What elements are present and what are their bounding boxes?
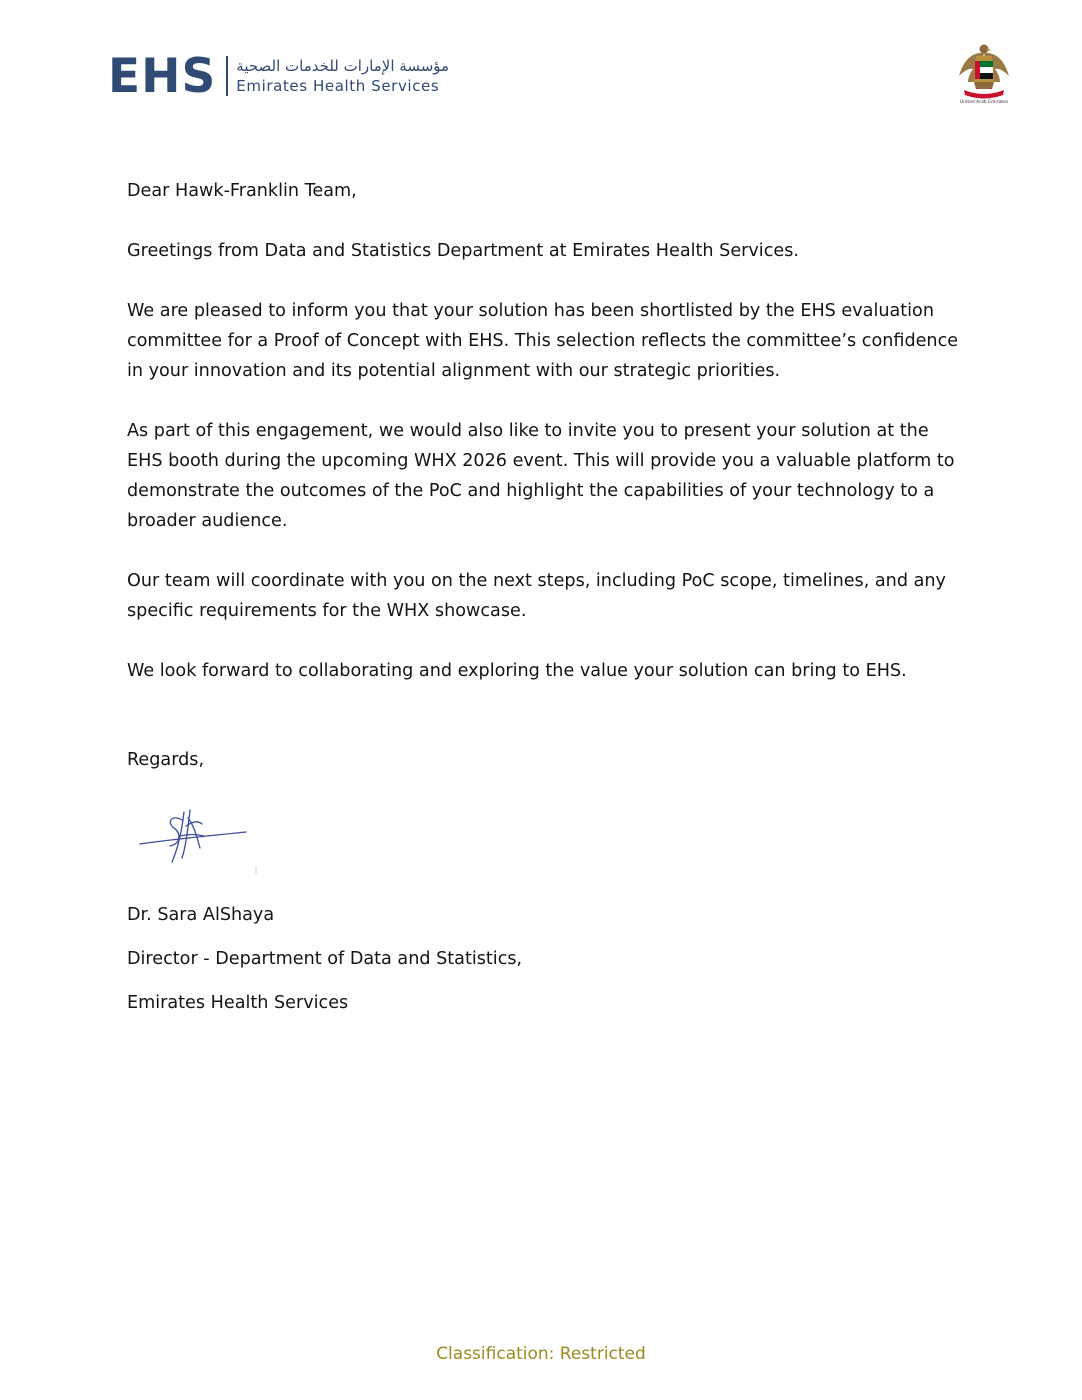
paragraph-shortlisted: We are pleased to inform you that your solution has been shortlisted by the EHS evaluation committee for a Proof of Concept with EHS. This selection reflects the committee’s confidence in your innovation and its potential alignment with our strategic priorities. xyxy=(127,301,959,381)
signatory-organization: Emirates Health Services xyxy=(127,993,349,1013)
logo-divider xyxy=(226,56,228,96)
signatory-title: Director - Department of Data and Statistics, xyxy=(127,949,523,969)
paragraph-closing-remark: We look forward to collaborating and exploring the value your solution can bring to EHS. xyxy=(127,661,907,681)
emblem-caption: United Arab Emirates xyxy=(959,100,1009,105)
logo-arabic-name: مؤسسة الإمارات للخدمات الصحية xyxy=(236,56,450,75)
signature-block xyxy=(127,900,522,1032)
uae-emblem xyxy=(956,42,1012,110)
ehs-logo xyxy=(108,50,449,102)
signatory-name: Dr. Sara AlShaya xyxy=(127,905,275,925)
paragraph-next-steps: Our team will coordinate with you on the next steps, including PoC scope, timelines, and any specific requirements for the WHX showcase. xyxy=(127,571,946,621)
paragraph-invitation: As part of this engagement, we would also like to invite you to present your solution at the EHS booth during the upcoming WHX 2026 event. This will provide you a valuable platform to demonstrate the outcomes of the PoC and highlight the capabilities of your technology to a broader audience. xyxy=(127,421,955,531)
falcon-emblem-icon xyxy=(956,42,1012,100)
logo-mark: EHS xyxy=(108,48,217,104)
handwritten-signature xyxy=(136,800,266,878)
salutation: Dear Hawk-Franklin Team, xyxy=(127,181,357,201)
paragraph-greeting: Greetings from Data and Statistics Department at Emirates Health Services. xyxy=(127,241,799,261)
logo-text xyxy=(236,57,449,96)
logo-english-name: Emirates Health Services xyxy=(236,76,440,95)
classification-label: Classification: Restricted xyxy=(436,1344,646,1364)
letter-body xyxy=(127,176,967,716)
closing-regards: Regards, xyxy=(127,750,205,770)
